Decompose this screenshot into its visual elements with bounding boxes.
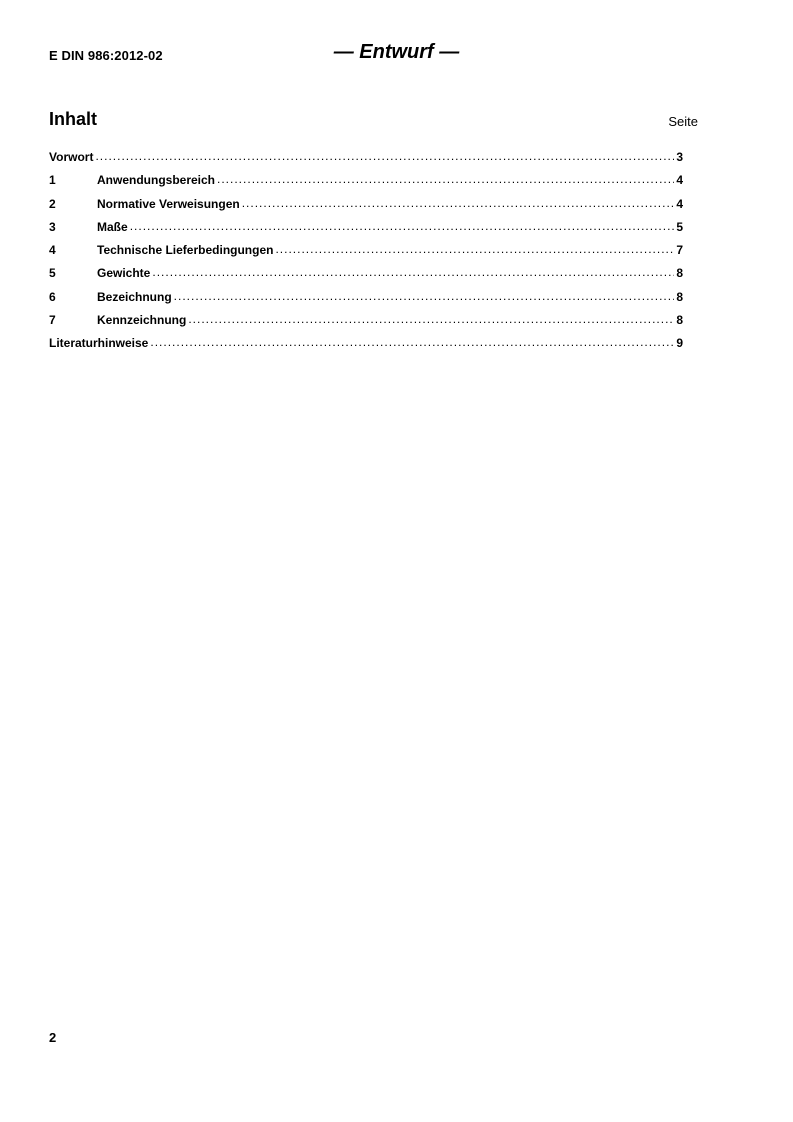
document-id: E DIN 986:2012-02 [49, 48, 163, 63]
toc-entry-number: 7 [49, 313, 56, 328]
page-column-label: Seite [668, 114, 698, 129]
toc-entry-number: 3 [49, 219, 56, 234]
toc-entry-number: 6 [49, 289, 56, 304]
toc-entry-normative-verweisungen[interactable] [49, 197, 683, 220]
toc-entry-literaturhinweise[interactable] [49, 336, 683, 359]
toc-entry-page: 7 [676, 243, 683, 258]
dot-leader [95, 149, 674, 163]
page-number: 2 [49, 1030, 57, 1045]
toc-entry-number: 1 [49, 173, 56, 188]
toc-entry-number: 5 [49, 266, 56, 281]
toc-title: Inhalt [49, 109, 97, 129]
dot-leader [130, 219, 675, 233]
toc-entry-label: Maße [97, 219, 128, 234]
toc-entry-label: Gewichte [97, 266, 151, 281]
dot-leader [275, 242, 674, 256]
toc-entry-number: 4 [49, 243, 56, 258]
toc-entry-masse[interactable] [49, 220, 683, 243]
toc-entry-page: 8 [676, 289, 683, 304]
toc-entry-page: 9 [676, 336, 683, 351]
dot-leader [150, 335, 674, 349]
toc-entry-vorwort[interactable] [49, 150, 683, 173]
toc-entry-label: Literaturhinweise [49, 336, 149, 351]
toc-entry-anwendungsbereich[interactable] [49, 173, 683, 196]
dot-leader [217, 172, 674, 186]
toc-entry-page: 4 [676, 173, 683, 188]
toc-entry-gewichte[interactable] [49, 266, 683, 289]
toc-entry-page: 8 [676, 313, 683, 328]
toc-entry-label: Technische Lieferbedingungen [97, 243, 274, 258]
dot-leader [188, 312, 674, 326]
table-of-contents [49, 150, 683, 360]
toc-entry-kennzeichnung[interactable] [49, 313, 683, 336]
draft-mark: — Entwurf — [333, 41, 460, 63]
toc-entry-number: 2 [49, 196, 56, 211]
toc-entry-page: 3 [676, 150, 683, 164]
toc-entry-page: 5 [676, 219, 683, 234]
dot-leader [242, 196, 675, 210]
toc-entry-technische-lieferbedingungen[interactable] [49, 243, 683, 266]
toc-entry-label: Bezeichnung [97, 289, 172, 304]
toc-entry-page: 4 [676, 196, 683, 211]
toc-entry-label: Kennzeichnung [97, 313, 187, 328]
toc-entry-label: Anwendungsbereich [97, 173, 216, 188]
toc-entry-bezeichnung[interactable] [49, 290, 683, 313]
toc-entry-page: 8 [676, 266, 683, 281]
toc-entry-label: Normative Verweisungen [97, 196, 240, 211]
dot-leader [152, 265, 674, 279]
toc-entry-label: Vorwort [49, 150, 94, 164]
dot-leader [174, 289, 675, 303]
